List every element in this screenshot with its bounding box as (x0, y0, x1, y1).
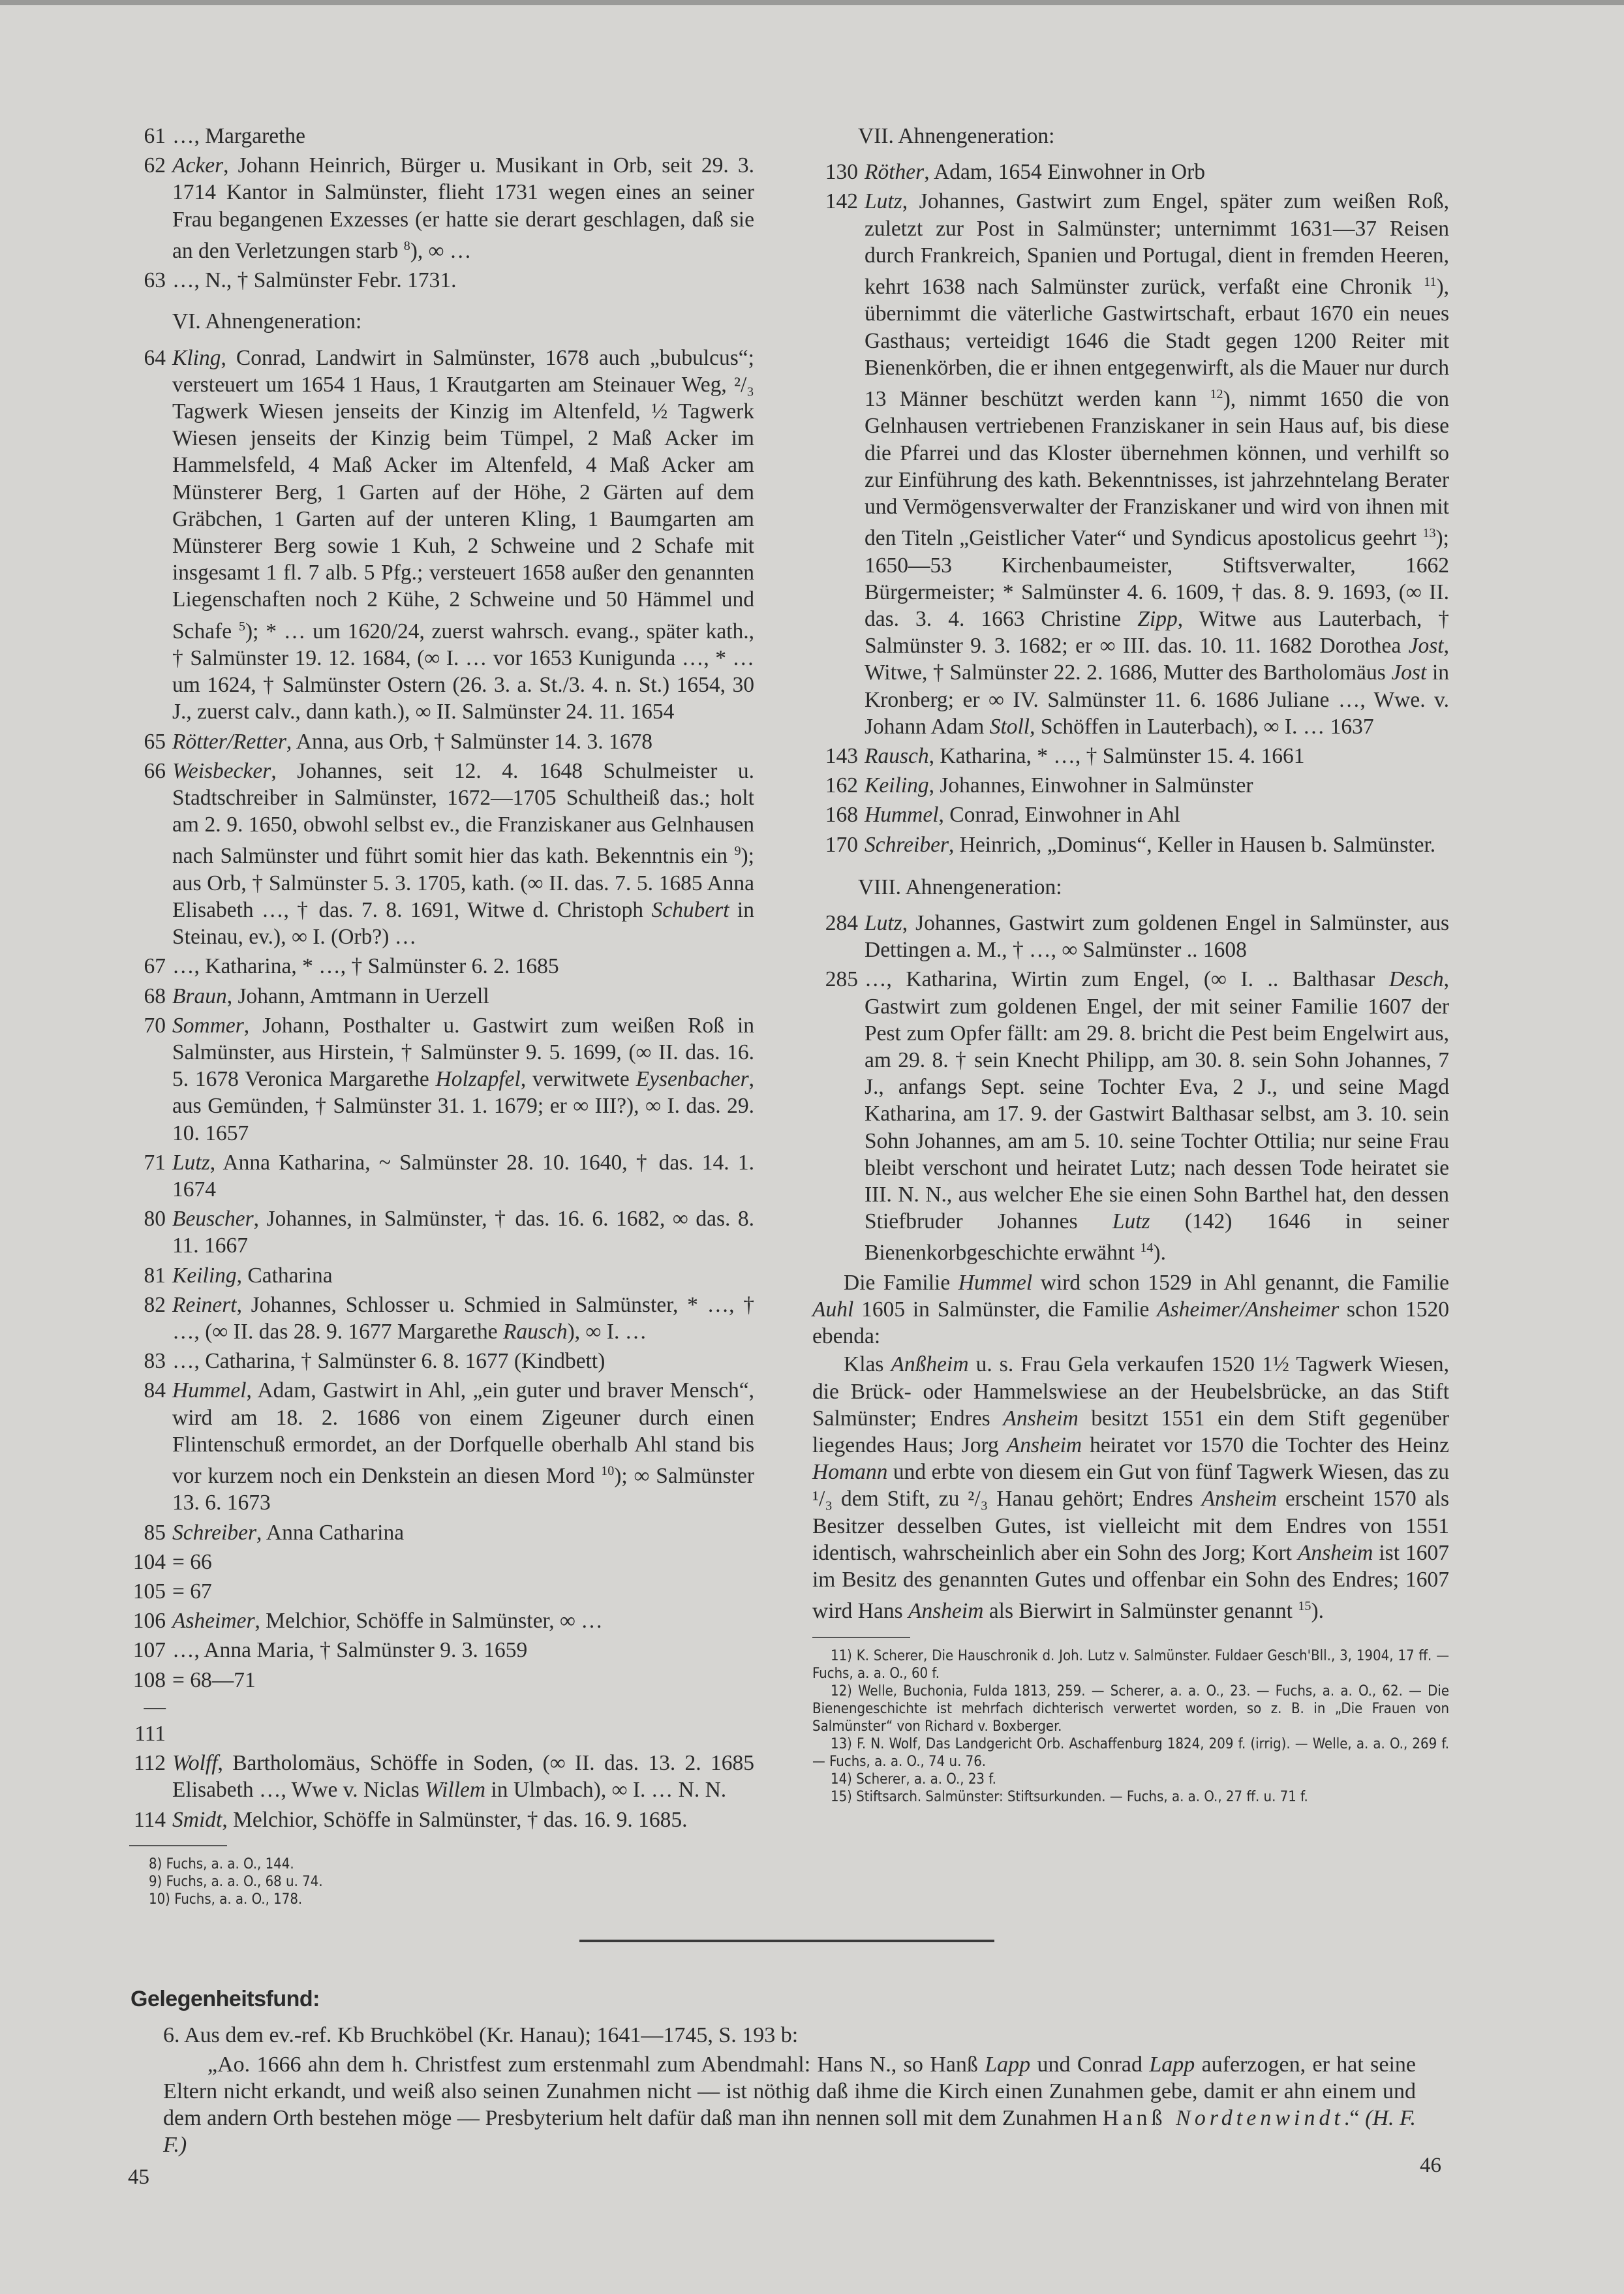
ancestor-text: Lutz, Johannes, Gastwirt zum goldenen Engel in Salmünster, aus Dettingen a. M., † …, ∞ Salmünster .. 1608 (865, 910, 1449, 963)
ancestor-text: Hummel, Conrad, Einwohner in Ahl (865, 803, 1180, 828)
ancestor-entry (812, 831, 1449, 858)
ancestor-entry (129, 1012, 754, 1147)
ancestor-entry (129, 1607, 754, 1634)
ancestor-entry (129, 123, 754, 149)
ancestor-entry (129, 267, 754, 294)
ancestor-number: 85 (144, 1520, 166, 1545)
ancestor-number: 63 (144, 268, 166, 293)
ancestor-entry (812, 772, 1449, 799)
author-credit: (H. F. F.) (163, 2106, 1416, 2157)
ancestor-number: 114 (133, 1807, 166, 1832)
ancestor-entry (129, 1262, 754, 1289)
ancestor-number: 70 (144, 1013, 166, 1038)
ancestor-number: 81 (144, 1263, 166, 1288)
ancestor-number: 168 (825, 803, 858, 828)
ancestor-entry (129, 1348, 754, 1374)
ancestor-number: 162 (825, 773, 858, 798)
ancestor-text: Schreiber, Heinrich, „Dominus“, Keller in Hausen b. Salmünster. (865, 832, 1436, 857)
ancestor-entry (812, 188, 1449, 740)
page-number-right: 46 (1420, 2154, 1441, 2177)
ancestor-entry (812, 801, 1449, 828)
ancestor-text: Schreiber, Anna Catharina (172, 1520, 405, 1545)
ancestor-number: 84 (144, 1378, 166, 1403)
source-reference: 6. Aus dem ev.-ref. Kb Bruchköbel (Kr. Hanau); 1641—1745, S. 193 b: (163, 2023, 799, 2047)
ancestor-number: 106 (132, 1609, 166, 1634)
ancestor-entry (129, 1806, 754, 1833)
ancestor-number: 68 (144, 984, 166, 1008)
ancestor-entry (812, 910, 1449, 963)
ancestor-text: Rötter/Retter, Anna, aus Orb, † Salmünster 14. 3. 1678 (172, 729, 652, 754)
ancestor-text: …, Anna Maria, † Salmünster 9. 3. 1659 (172, 1638, 528, 1663)
ancestor-number: 143 (825, 743, 858, 768)
ancestor-number: 61 (144, 124, 166, 148)
left-entries (129, 123, 754, 1833)
ancestor-number: 112 (133, 1751, 166, 1776)
ancestor-entry (129, 953, 754, 980)
ancestor-text: = 68—71 (172, 1667, 256, 1692)
ancestor-number: 67 (144, 954, 166, 979)
ancestor-number: 170 (825, 832, 858, 857)
ancestor-text: …, Margarethe (172, 124, 306, 148)
body-paragraph: Klas Anßheim u. s. Frau Gela verkaufen 1520 1½ Tagwerk Wiesen, die Brück- oder Hammelswiese an der Heubelsbrücke, an das Stift Salmünster; Endres Ansheim besitzt 1551 ein dem Stift gegenüber liegendes Haus; Jorg Ansheim heiratet vor 1570 die Tochter des Heinz Homann und erbte von diesem ein Gut von fünf Tagwerk Wiesen, das zu ¹/₃ dem Stift, zu ²/₃ Hanau gehört; Endres Ansheim erscheint 1570 als Besitzer desselben Gutes, ist vielleicht mit dem Endres von 1551 identisch, wahrscheinlich aber ein Sohn des Jorg; Kort Ansheim ist 1607 im Besitz des genannten Gutes und offenbar ein Sohn des Endres; 1607 wird Hans Ansheim als Bierwirt in Salmünster genannt $^{15}$). (812, 1352, 1450, 1624)
ancestor-entry (129, 1578, 754, 1605)
ancestor-number: 80 (144, 1207, 166, 1232)
footnote: 9) Fuchs, a. a. O., 68 u. 74. (149, 1873, 323, 1890)
ancestor-entry (129, 728, 754, 755)
ancestor-text: Asheimer, Melchior, Schöffe in Salmünster, ∞ … (172, 1609, 603, 1634)
ancestor-entry (129, 1205, 754, 1259)
ancestor-number: 82 (144, 1292, 166, 1317)
ancestor-entry (129, 1549, 754, 1575)
ancestor-number: 65 (144, 729, 166, 754)
ancestor-text: Hummel, Adam, Gastwirt in Ahl, „ein guter und braver Mensch“, wird am 18. 2. 1686 von einem Zigeuner durch einen Flintenschuß ermordet, an der Dorfquelle oberhalb Ahl stand bis vor kurzem noch ein Denkstein an diesen Mord $^{10}$); ∞ Salmünster 13. 6. 1673 (172, 1378, 754, 1515)
ancestor-text: Braun, Johann, Amtmann in Uerzell (172, 984, 489, 1008)
ancestor-entry (129, 1149, 754, 1203)
ancestor-text: = 67 (172, 1579, 212, 1604)
generation-heading: VI. Ahnengeneration: (172, 309, 362, 334)
section-divider (579, 1940, 994, 1942)
left-footnotes (129, 1855, 754, 1908)
ancestor-number: 71 (144, 1150, 166, 1175)
ancestor-entry (129, 1292, 754, 1345)
ancestor-entry (129, 345, 754, 726)
ancestor-text: Keiling, Johannes, Einwohner in Salmünster (865, 773, 1253, 798)
archival-quote: „Ao. 1666 ahn dem h. Christfest zum erstenmahl zum Abendmahl: Hans N., so Hanß Lapp und Conrad Lapp auferzogen, er hat seine Eltern nicht erkandt, und weiß also seinen Zunahmen nicht — ist nöthig daß ihme die Kirch einen Zunahmen gebe, damit er ahn einem und dem andern Orth bestehen möge — Presbyterium helt dafür daß man ihn nennen soll mit dem Zunahmen Hanß Nordtenwindt.“ (H. F. F.) (163, 2053, 1416, 2157)
ancestor-text: Keiling, Catharina (172, 1263, 333, 1288)
ancestor-entry (129, 758, 754, 951)
ancestor-entry (129, 1519, 754, 1546)
footnote: 8) Fuchs, a. a. O., 144. (149, 1855, 294, 1872)
ancestor-text: …, N., † Salmünster Febr. 1731. (172, 268, 457, 293)
ancestor-number: 108—111 (132, 1667, 166, 1746)
footnote: 13) F. N. Wolf, Das Landgericht Orb. Aschaffenburg 1824, 209 f. (irrig). — Welle, a. a. O., 269 f. — Fuchs, a. a. O., 74 u. 76. (812, 1735, 1449, 1770)
left-column (129, 123, 754, 1908)
ancestor-number: 130 (825, 160, 858, 185)
ancestor-number: 104 (132, 1549, 166, 1574)
ancestor-text: Weisbecker, Johannes, seit 12. 4. 1648 Schulmeister u. Stadtschreiber in Salmünster, 1672—1705 Schultheiß das.; holt am 2. 9. 1650, obwohl selbst ev., die Franziskaner aus Gelnhausen nach Salmünster und führt somit hier das kath. Bekenntnis ein $^9$); aus Orb, † Salmünster 5. 3. 1705, kath. (∞ II. das. 7. 5. 1685 Anna Elisabeth …, † das. 7. 8. 1691, Witwe d. Christoph Schubert in Steinau, ev.), ∞ I. (Orb?) … (172, 758, 754, 950)
ancestor-entry (812, 159, 1449, 185)
ancestor-entry (129, 1667, 754, 1748)
ancestor-entry (812, 966, 1449, 1266)
body-paragraph: Die Familie Hummel wird schon 1529 in Ahl genannt, die Familie Auhl 1605 in Salmünster, die Familie Asheimer/Ansheimer schon 1520 ebenda: (812, 1270, 1450, 1349)
ancestor-text: Reinert, Johannes, Schlosser u. Schmied in Salmünster, * …, † …, (∞ II. das 28. 9. 1677 Margarethe Rausch), ∞ I. … (172, 1292, 754, 1344)
ancestor-text: Kling, Conrad, Landwirt in Salmünster, 1678 auch „bubulcus“; versteuert um 1654 1 Haus, 1 Krautgarten am Steinauer Weg, ²/₃ Tagwerk Wiesen jenseits der Kinzig im Altenfeld, ½ Tagwerk Wiesen jenseits der Kinzig beim Tümpel, 2 Maß Acker im Hammelsfeld, 4 Maß Acker im Altenfeld, 4 Maß Acker am Münsterer Berg, 1 Garten auf der Höhe, 2 Gärten auf dem Gräbchen, 1 Garten auf der unteren Kling, 1 Baumgarten am Münsterer Berg sowie 1 Kuh, 2 Schweine und 2 Schafe mit insgesamt 1 fl. 7 alb. 5 Pfg.; versteuert 1658 außer den genannten Liegenschaften noch 2 Kühe, 2 Schweine und 50 Hämmel und Schafe $^5$); * … um 1620/24, zuerst wahrsch. evang., später kath., † Salmünster 19. 12. 1684, (∞ I. … vor 1653 Kunigunda …, * … um 1624, † Salmünster Ostern (26. 3. a. St./3. 4. n. St.) 1654, 30 J., zuerst calv., dann kath.), ∞ II. Salmünster 24. 11. 1654 (172, 345, 754, 724)
ancestor-text: Röther, Adam, 1654 Einwohner in Orb (865, 160, 1205, 185)
page-top-edge (0, 0, 1624, 5)
ancestor-number: 62 (144, 153, 166, 178)
ancestor-number: 107 (132, 1638, 166, 1663)
right-entries (812, 123, 1449, 1625)
gelegenheitsfund-body (163, 2022, 1416, 2158)
ancestor-text: …, Katharina, Wirtin zum Engel, (∞ I. .. Balthasar Desch, Gastwirt zum goldenen Engel, der mit seiner Familie 1607 der Pest zum Opfer fällt: am 29. 8. bricht die Pest beim Engelwirt aus, am 29. 8. † sein Knecht Philipp, am 30. 8. sein Sohn Johannes, 7 J., anfangs Sept. seine Tochter Eva, 2 J., und seine Magd Katharina, am 17. 9. der Gastwirt Balthasar selbst, am 3. 10. sein Sohn Johannes, am am 5. 10. seine Tochter Ottilia; nur seine Frau bleibt verschont und heiratet Lutz; nach dessen Tode heiratet sie III. N. N., aus welcher Ehe sie einen Sohn Barthel hat, den dessen Stiefbruder Johannes Lutz (142) 1646 in seiner Bienenkorbgeschichte erwähnt $^{14}$). (865, 967, 1450, 1265)
page-number-left: 45 (128, 2165, 149, 2189)
section-title-gelegenheitsfund: Gelegenheitsfund: (130, 1987, 320, 2011)
ancestor-entry (129, 152, 754, 264)
footnote: 12) Welle, Buchonia, Fulda 1813, 259. — Scherer, a. a. O., 23. — Fuchs, a. a. O., 62. — Die Bienengeschichte ist mehrfach dichterisch verwertet worden, so z. B. in „Die Frauen von Salmünster“ von Richard v. Boxberger. (812, 1682, 1449, 1735)
ancestor-text: …, Katharina, * …, † Salmünster 6. 2. 1685 (172, 954, 559, 979)
ancestor-text: Beuscher, Johannes, in Salmünster, † das. 16. 6. 1682, ∞ das. 8. 11. 1667 (172, 1207, 754, 1258)
footnote: 15) Stiftsarch. Salmünster: Stiftsurkunden. — Fuchs, a. a. O., 27 ff. u. 71 f. (831, 1788, 1308, 1805)
footnote-rule-right (812, 1637, 910, 1638)
ancestor-entry (129, 1750, 754, 1803)
ancestor-number: 83 (144, 1349, 166, 1374)
ancestor-entry (129, 983, 754, 1010)
generation-heading: VII. Ahnengeneration: (858, 124, 1055, 148)
ancestor-text: Wolff, Bartholomäus, Schöffe in Soden, (∞ II. das. 13. 2. 1685 Elisabeth …, Wwe v. Niclas Willem in Ulmbach), ∞ I. … N. N. (172, 1751, 754, 1803)
generation-heading: VIII. Ahnengeneration: (858, 875, 1062, 899)
ancestor-text: Lutz, Johannes, Gastwirt zum Engel, später zum weißen Roß, zuletzt zur Post in Salmünster; unternimmt 1631—37 Reisen durch Frankreich, Spanien und Portugal, dient in fremden Heeren, kehrt 1638 nach Salmünster zurück, verfaßt eine Chronik $^{11}$), übernimmt die väterliche Gastwirtschaft, erbaut 1670 ein neues Gasthaus; verteidigt 1646 die Stadt gegen 1200 Reiter mit Bienenkörben, die er ihnen entgegenwirft, als die Mauer nur durch 13 Männer beschützt werden kann $^{12}$), nimmt 1650 die von Gelnhausen vertriebenen Franziskaner in sein Haus auf, bis diese die Pfarrei und das Kloster übernehmen können, und verhilft so zur Einführung des kath. Bekenntnisses, ist jahrzehntelang Berater und Vermögensverwalter der Franziskaner und wird von ihnen mit den Titeln „Geistlicher Vater“ und Syndicus apostolicus geehrt $^{13}$); 1650—53 Kirchenbaumeister, Stiftsverwalter, 1662 Bürgermeister; * Salmünster 4. 6. 1609, † das. 8. 9. 1693, (∞ II. das. 3. 4. 1663 Christine Zipp, Witwe aus Lauterbach, † Salmünster 9. 3. 1682; er ∞ III. das. 10. 11. 1682 Dorothea Jost, Witwe, † Salmünster 22. 2. 1686, Mutter des Bartholomäus Jost in Kronberg; er ∞ IV. Salmünster 11. 6. 1686 Juliane …, Wwe. v. Johann Adam Stoll, Schöffen in Lauterbach), ∞ I. … 1637 (865, 189, 1449, 739)
ancestor-entry (129, 1637, 754, 1664)
ancestor-text: = 66 (172, 1549, 212, 1574)
footnote-rule-left (129, 1845, 227, 1846)
ancestor-entry (129, 1377, 754, 1516)
ancestor-number: 142 (825, 189, 858, 214)
ancestor-number: 285 (825, 967, 858, 992)
footnote: 10) Fuchs, a. a. O., 178. (149, 1891, 303, 1908)
right-footnotes (812, 1647, 1449, 1806)
right-column (812, 123, 1449, 1806)
ancestor-text: …, Catharina, † Salmünster 6. 8. 1677 (Kindbett) (172, 1349, 605, 1374)
ancestor-number: 284 (825, 910, 858, 935)
ancestor-text: Lutz, Anna Katharina, ~ Salmünster 28. 10. 1640, † das. 14. 1. 1674 (172, 1150, 754, 1201)
footnote: 11) K. Scherer, Die Hauschronik d. Joh. Lutz v. Salmünster. Fuldaer Gesch'Bll., 3, 1904, 17 ff. — Fuchs, a. a. O., 60 f. (812, 1647, 1449, 1682)
ancestor-number: 66 (144, 758, 166, 783)
ancestor-number: 64 (144, 345, 166, 370)
ancestor-text: Acker, Johann Heinrich, Bürger u. Musikant in Orb, seit 29. 3. 1714 Kantor in Salmünster, flieht 1731 wegen eines an seiner Frau begangenen Exzesses (er hatte sie derart geschlagen, daß sie an den Verletzungen starb $^8$), ∞ … (172, 153, 754, 263)
ancestor-text: Smidt, Melchior, Schöffe in Salmünster, † das. 16. 9. 1685. (172, 1807, 688, 1832)
footnote: 14) Scherer, a. a. O., 23 f. (831, 1771, 996, 1788)
ancestor-number: 105 (132, 1579, 166, 1604)
ancestor-text: Rausch, Katharina, * …, † Salmünster 15. 4. 1661 (865, 743, 1305, 768)
ancestor-entry (812, 743, 1449, 769)
ancestor-text: Sommer, Johann, Posthalter u. Gastwirt zum weißen Roß in Salmünster, aus Hirstein, † Salmünster 9. 5. 1699, (∞ II. das. 16. 5. 1678 Veronica Margarethe Holzapfel, verwitwete Eysenbacher, aus Gemünden, † Salmünster 31. 1. 1679; er ∞ III?), ∞ I. das. 29. 10. 1657 (172, 1013, 754, 1145)
